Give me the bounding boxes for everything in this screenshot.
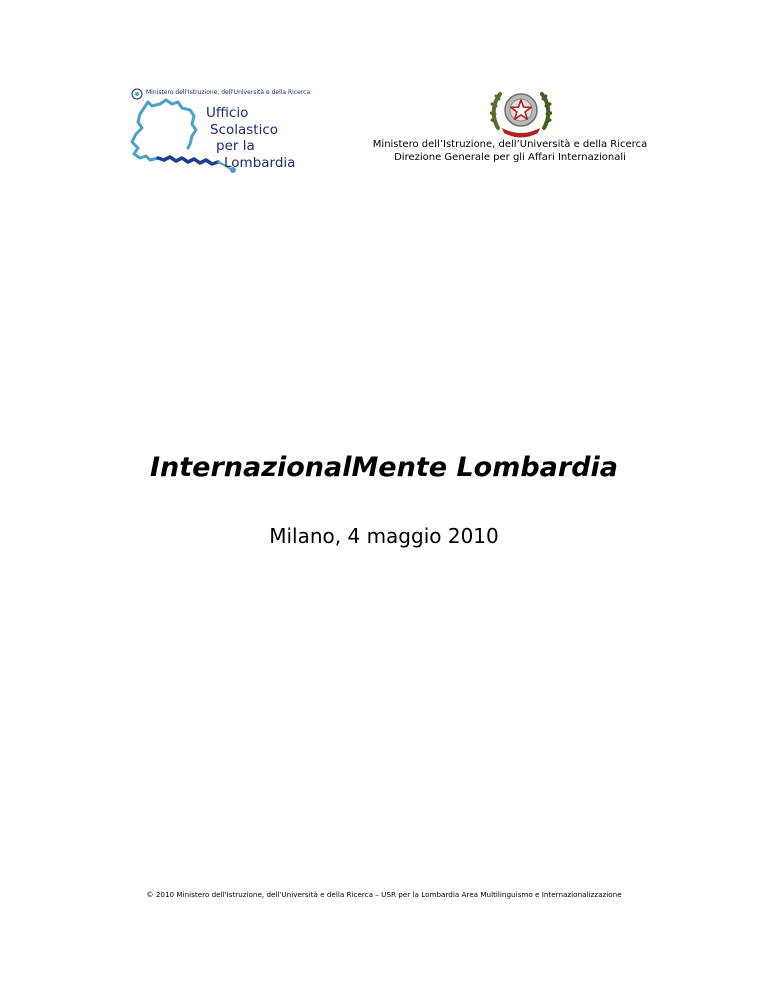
ministry-name: Ministero dell’Istruzione, dell’Università e della Ricerca: [372, 139, 648, 150]
usr-line-4: Lombardia: [224, 155, 296, 171]
document-date: Milano, 4 maggio 2010: [269, 524, 499, 548]
copyright-footer: © 2010 Ministero dell'Istruzione, dell'Università e della Ricerca – USR per la Lombardia Area Multilinguismo e Internazionalizzazione: [146, 890, 622, 899]
italian-republic-emblem-icon: [490, 84, 552, 140]
document-title: InternazionalMente Lombardia: [149, 452, 619, 483]
usr-lombardia-logo: [120, 84, 320, 184]
usr-line-1: Ufficio: [206, 105, 249, 121]
ministry-header: [340, 138, 680, 164]
usr-ministry-line: Ministero dell'Istruzione, dell'Università e della Ricerca: [146, 89, 311, 96]
ministry-directorate: Direzione Generale per gli Affari Internazionali: [394, 152, 626, 163]
usr-line-3: per la: [216, 138, 255, 154]
usr-line-2: Scolastico: [210, 122, 279, 138]
